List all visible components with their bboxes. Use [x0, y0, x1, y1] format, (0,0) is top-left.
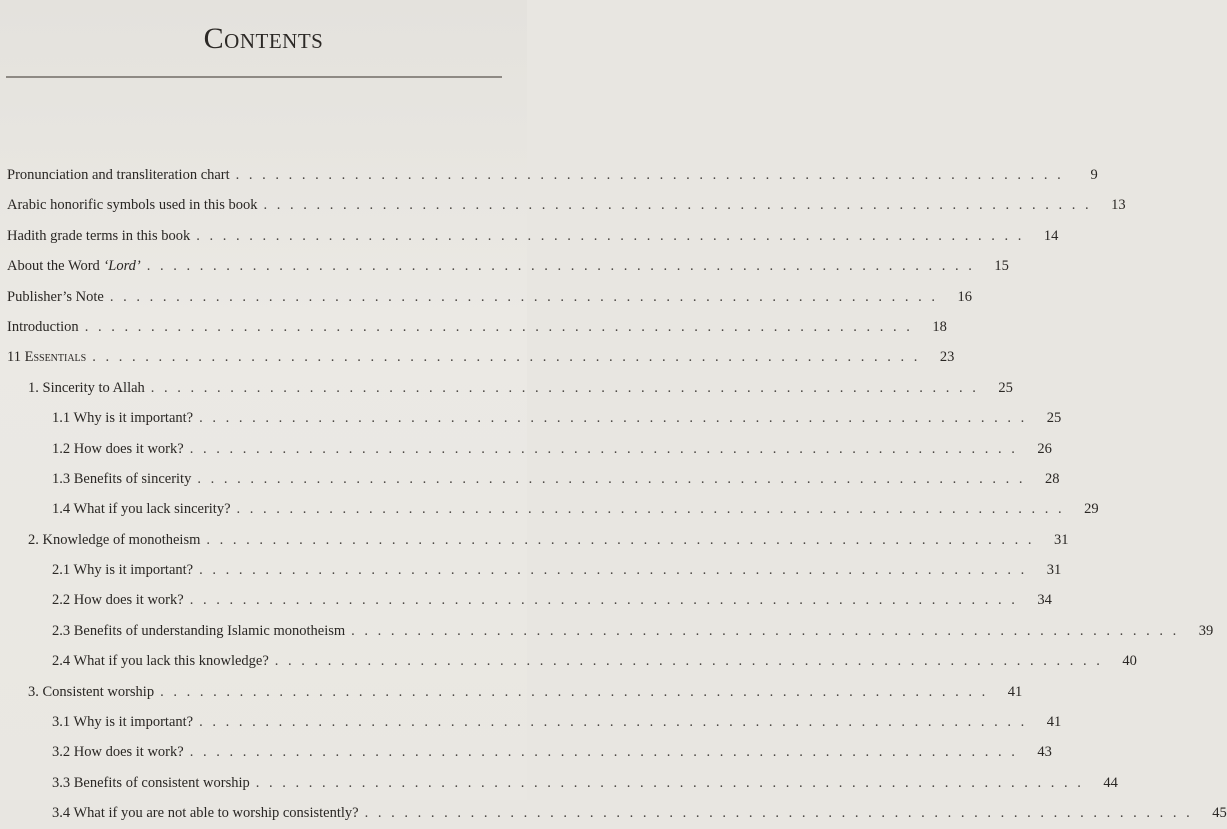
toc-entry-2-2[interactable]: [0, 585, 1052, 615]
dot-leader: . . . . . . . . . . . . . . . . . . . . . . . . . . . . . . . . . . . . . . . . . . . . . . . . . . . . . . . . . . . . . . .: [235, 167, 1064, 183]
dot-leader: . . . . . . . . . . . . . . . . . . . . . . . . . . . . . . . . . . . . . . . . . . . . . . . . . . . . . . . . . . . . . . .: [351, 622, 1180, 639]
toc-entry-label: 1. Sincerity to Allah: [28, 379, 145, 396]
toc-entry-page: 31: [1046, 562, 1062, 579]
dot-leader: . . . . . . . . . . . . . . . . . . . . . . . . . . . . . . . . . . . . . . . . . . . . . . . . . . . . . . . . . . . . . . .: [274, 653, 1103, 670]
dot-leader: . . . . . . . . . . . . . . . . . . . . . . . . . . . . . . . . . . . . . . . . . . . . . . . . . . . . . . . . . . . . . . .: [236, 501, 1065, 518]
dot-leader: . . . . . . . . . . . . . . . . . . . . . . . . . . . . . . . . . . . . . . . . . . . . . . . . . . . . . . . . . . . . . . .: [197, 470, 1026, 487]
toc-entry-page: 9: [1090, 167, 1098, 183]
toc-entry-label: 3.1 Why is it important?: [52, 714, 194, 731]
toc-entry-page: 31: [1054, 531, 1069, 548]
toc-entry-hadith-grades[interactable]: [0, 221, 1059, 251]
toc-entry-label: [7, 251, 141, 281]
table-of-contents: [0, 160, 1227, 829]
toc-entry-label: 1.1 Why is it important?: [52, 410, 194, 427]
toc-entry-page: 25: [998, 379, 1013, 396]
toc-entry-3-3[interactable]: [0, 768, 1118, 798]
toc-entry-sincerity[interactable]: [0, 373, 1013, 403]
toc-entry-label: 2.4 What if you lack this knowledge?: [52, 653, 269, 670]
toc-entry-page: 40: [1122, 653, 1137, 670]
toc-entry-label-text: About the Word: [7, 258, 104, 275]
dot-leader: . . . . . . . . . . . . . . . . . . . . . . . . . . . . . . . . . . . . . . . . . . . . . . . . . . . . . . . . . . . . . . .: [255, 774, 1084, 791]
toc-entry-page: 25: [1046, 410, 1062, 427]
toc-entry-page: 41: [1007, 683, 1023, 700]
toc-entry-publishers-note[interactable]: [0, 282, 972, 312]
toc-entry-about-lord[interactable]: [0, 251, 1009, 281]
toc-entry-page: 29: [1084, 501, 1099, 518]
toc-entry-1-1[interactable]: [0, 403, 1062, 433]
dot-leader: . . . . . . . . . . . . . . . . . . . . . . . . . . . . . . . . . . . . . . . . . . . . . . . . . . . . . . . . . . . . . . .: [189, 440, 1018, 457]
toc-entry-1-4[interactable]: [0, 494, 1099, 524]
toc-entry-label: 2.3 Benefits of understanding Islamic monotheism: [52, 622, 346, 639]
toc-entry-2-3[interactable]: [0, 616, 1214, 646]
dot-leader: . . . . . . . . . . . . . . . . . . . . . . . . . . . . . . . . . . . . . . . . . . . . . . . . . . . . . . . . . . . . . . .: [199, 410, 1028, 427]
toc-entry-page: 43: [1037, 744, 1052, 761]
toc-entry-label: 2.2 How does it work?: [52, 592, 184, 609]
toc-entry-label: Introduction: [7, 318, 79, 335]
toc-entry-label: 2. Knowledge of monotheism: [28, 531, 201, 548]
toc-entry-page: 45: [1212, 805, 1227, 822]
dot-leader: . . . . . . . . . . . . . . . . . . . . . . . . . . . . . . . . . . . . . . . . . . . . . . . . . . . . . . . . . . . . . . .: [92, 349, 921, 366]
dot-leader: . . . . . . . . . . . . . . . . . . . . . . . . . . . . . . . . . . . . . . . . . . . . . . . . . . . . . . . . . . . . . . .: [206, 531, 1035, 548]
toc-entry-label: 1.2 How does it work?: [52, 440, 184, 457]
toc-entry-label: 11 Essentials: [7, 349, 87, 366]
dot-leader: . . . . . . . . . . . . . . . . . . . . . . . . . . . . . . . . . . . . . . . . . . . . . . . . . . . . . . . . . . . . . . .: [84, 318, 913, 335]
toc-entry-label: Pronunciation and transliteration chart: [7, 167, 230, 183]
toc-entry-label: 3.2 How does it work?: [52, 744, 184, 761]
toc-entry-label: 1.4 What if you lack sincerity?: [52, 501, 231, 518]
toc-entry-pronunciation[interactable]: [0, 160, 1098, 190]
toc-entry-honorific-symbols[interactable]: [0, 190, 1126, 220]
title-rule: [6, 76, 502, 78]
toc-entry-page: 44: [1103, 774, 1118, 791]
toc-entry-label: 2.1 Why is it important?: [52, 562, 194, 579]
toc-entry-page: 23: [939, 349, 955, 366]
toc-entry-label: 3. Consistent worship: [28, 683, 155, 700]
toc-entry-consistent-worship[interactable]: [0, 677, 1023, 707]
dot-leader: . . . . . . . . . . . . . . . . . . . . . . . . . . . . . . . . . . . . . . . . . . . . . . . . . . . . . . . . . . . . . . .: [146, 258, 975, 275]
dot-leader: . . . . . . . . . . . . . . . . . . . . . . . . . . . . . . . . . . . . . . . . . . . . . . . . . . . . . . . . . . . . . . .: [189, 744, 1018, 761]
toc-entry-page: 15: [994, 258, 1009, 275]
toc-entry-page: 13: [1111, 197, 1126, 214]
page-title: Contents: [203, 22, 324, 55]
toc-entry-page: 18: [932, 318, 947, 335]
dot-leader: . . . . . . . . . . . . . . . . . . . . . . . . . . . . . . . . . . . . . . . . . . . . . . . . . . . . . . . . . . . . . . .: [196, 227, 1025, 244]
dot-leader: . . . . . . . . . . . . . . . . . . . . . . . . . . . . . . . . . . . . . . . . . . . . . . . . . . . . . . . . . . . . . . .: [263, 197, 1092, 214]
toc-entry-page: 41: [1046, 714, 1062, 731]
toc-entry-3-4[interactable]: [0, 798, 1227, 828]
toc-entry-3-2[interactable]: [0, 737, 1052, 767]
toc-entry-label: Hadith grade terms in this book: [7, 227, 191, 244]
toc-entry-introduction[interactable]: [0, 312, 947, 342]
toc-entry-1-3[interactable]: [0, 464, 1060, 494]
toc-entry-label: 3.3 Benefits of consistent worship: [52, 774, 250, 791]
dot-leader: . . . . . . . . . . . . . . . . . . . . . . . . . . . . . . . . . . . . . . . . . . . . . . . . . . . . . . . . . . . . . . .: [109, 288, 938, 305]
toc-entry-label: 3.4 What if you are not able to worship consistently?: [52, 805, 359, 822]
toc-entry-11-essentials[interactable]: [0, 342, 955, 372]
toc-entry-page: 26: [1037, 440, 1052, 457]
toc-entry-page: 28: [1044, 470, 1060, 487]
toc-entry-label: Publisher’s Note: [7, 288, 104, 305]
toc-entry-monotheism[interactable]: [0, 525, 1069, 555]
toc-entry-page: 16: [957, 288, 972, 305]
toc-entry-2-4[interactable]: [0, 646, 1137, 676]
dot-leader: . . . . . . . . . . . . . . . . . . . . . . . . . . . . . . . . . . . . . . . . . . . . . . . . . . . . . . . . . . . . . . .: [199, 714, 1028, 731]
dot-leader: . . . . . . . . . . . . . . . . . . . . . . . . . . . . . . . . . . . . . . . . . . . . . . . . . . . . . . . . . . . . . . .: [160, 683, 989, 700]
toc-entry-1-2[interactable]: [0, 434, 1052, 464]
dot-leader: . . . . . . . . . . . . . . . . . . . . . . . . . . . . . . . . . . . . . . . . . . . . . . . . . . . . . . . . . . . . . . .: [189, 592, 1018, 609]
dot-leader: . . . . . . . . . . . . . . . . . . . . . . . . . . . . . . . . . . . . . . . . . . . . . . . . . . . . . . . . . . . . . . .: [150, 379, 979, 396]
toc-entry-3-1[interactable]: [0, 707, 1062, 737]
toc-entry-label: 1.3 Benefits of sincerity: [52, 470, 192, 487]
toc-entry-label: Arabic honorific symbols used in this book: [7, 197, 258, 214]
toc-entry-label-italic: ‘Lord’: [103, 258, 141, 275]
toc-entry-2-1[interactable]: [0, 555, 1062, 585]
toc-entry-page: 39: [1198, 622, 1214, 639]
dot-leader: . . . . . . . . . . . . . . . . . . . . . . . . . . . . . . . . . . . . . . . . . . . . . . . . . . . . . . . . . . . . . . .: [364, 805, 1193, 822]
dot-leader: . . . . . . . . . . . . . . . . . . . . . . . . . . . . . . . . . . . . . . . . . . . . . . . . . . . . . . . . . . . . . . .: [199, 562, 1028, 579]
toc-entry-page: 34: [1037, 592, 1052, 609]
toc-entry-page: 14: [1043, 227, 1059, 244]
